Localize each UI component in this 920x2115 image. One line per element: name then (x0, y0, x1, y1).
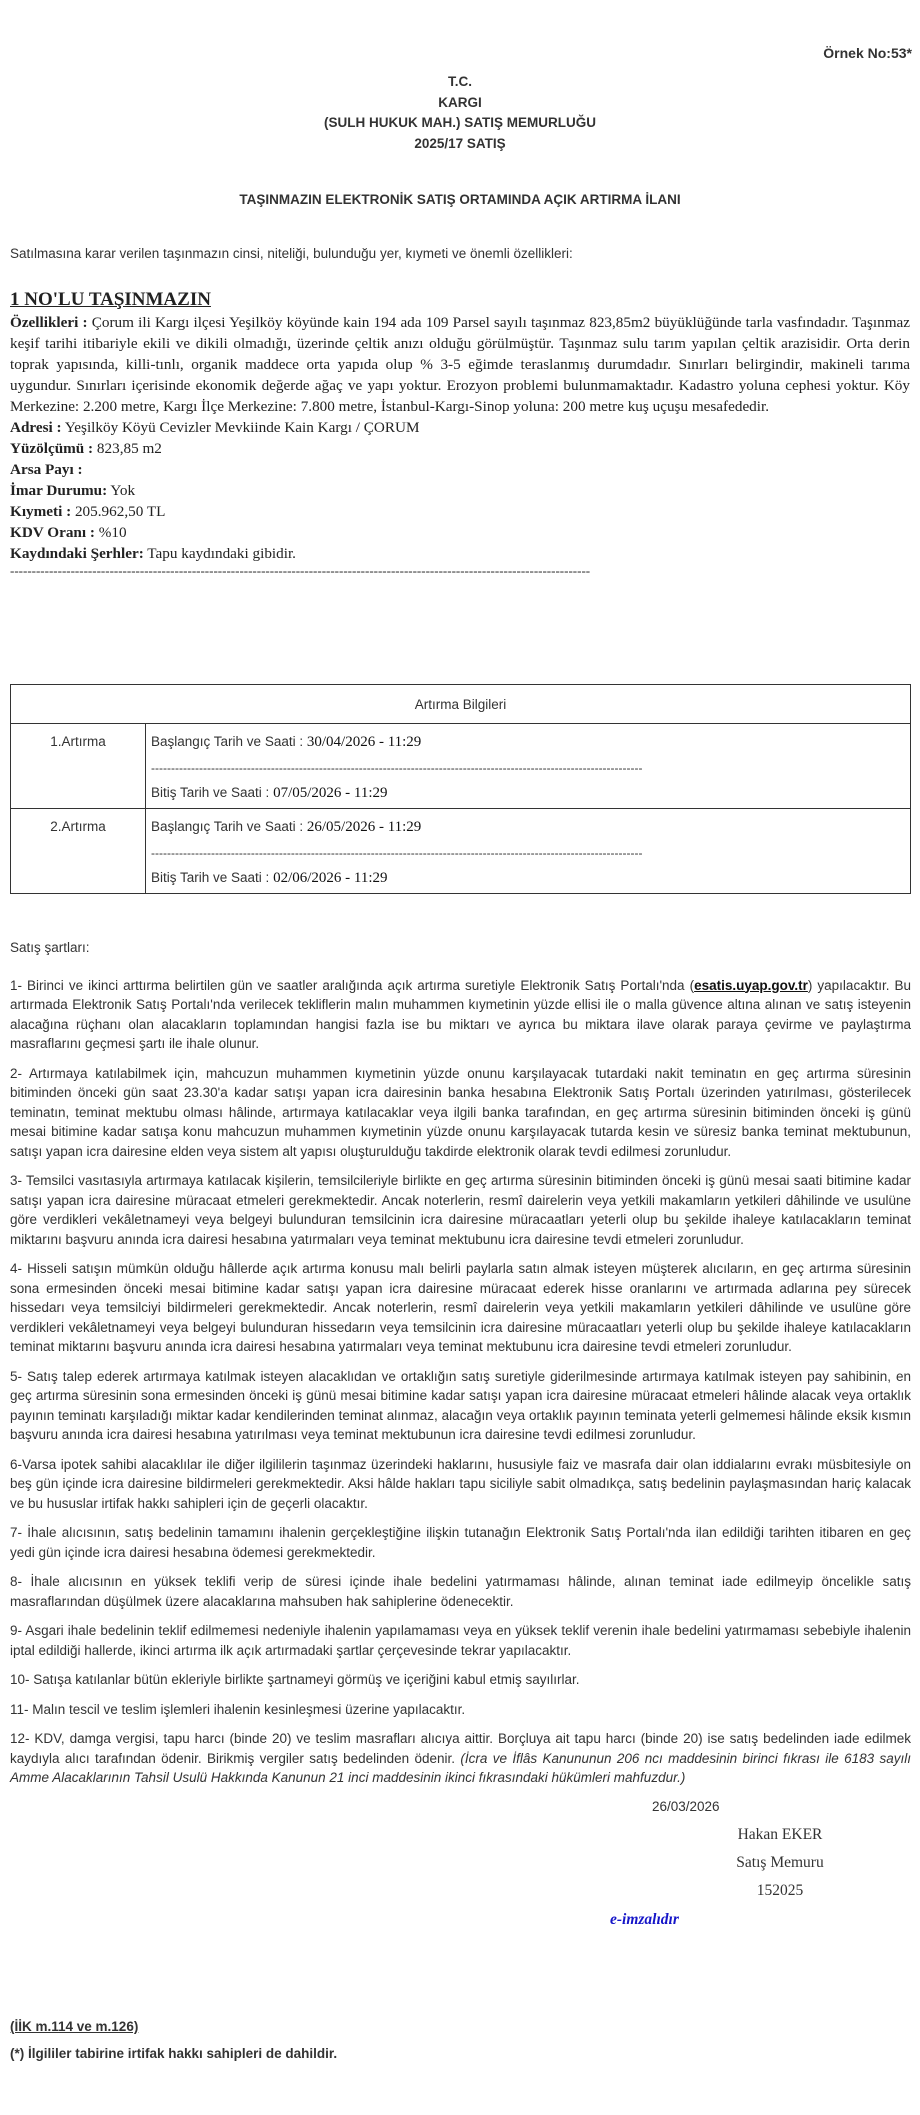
esatis-link[interactable]: esatis.uyap.gov.tr (694, 977, 808, 993)
vat-value: %10 (98, 524, 127, 541)
annotations-value: Tapu kaydındaki gibidir. (147, 545, 296, 562)
area-value: 823,85 m2 (96, 440, 162, 457)
sale-terms (10, 938, 911, 1798)
property-zoning (10, 480, 910, 501)
zoning-value: Yok (110, 482, 136, 499)
auction-row (11, 724, 911, 809)
term-5: 5- Satış talep ederek artırmaya katılmak isteyen alacaklıdan ve ortaklığın satış suretiyle giderilmesinde artırmaya katılmak isteyen pay sahibinin, en geç artırma süresinin sona ermesinden önceki iş günü mesai bitimine kadar satışı yapan icra dairesine müracaat etmeleri hâlinde alacak veya ortaklık payının teminatı karşıladığı miktar kadar kendilerinden teminat alınmaz, alacağın veya ortaklık payının teminata yeterli gelmemesi hâlinde eksik kısmın başvuru anında icra dairesi hesabına yatırılması veya teminat mektubunun icra dairesine tevdi edilmesi zorunludur. (10, 1368, 911, 1442)
auction-start (151, 819, 906, 836)
auction-table-header: Artırma Bilgileri (11, 685, 911, 724)
property-area (10, 438, 910, 459)
address-label: Adresi : (10, 419, 62, 436)
property-vat (10, 522, 910, 543)
property-share (10, 459, 910, 480)
property-address (10, 417, 910, 438)
header-office: (SULH HUKUK MAH.) SATIŞ MEMURLUĞU (324, 115, 596, 130)
start-value: 26/05/2026 - 11:29 (306, 819, 422, 835)
term-12-legal-note: (İcra ve İflâs Kanununun 206 ncı maddesinin birinci fıkrası ile 6183 sayılı Amme Alacaklarının Tahsil Usulü Hakkında Kanunun 21 inci maddesinin ikinci fıkrasındaki hükümleri mahfuzdur.) (10, 1750, 911, 1785)
legal-reference: (İİK m.114 ve m.126) (10, 2019, 139, 2034)
header-tc: T.C. (447, 74, 472, 89)
term-2: 2- Artırmaya katılabilmek için, mahcuzun muhammen kıymetinin yüzde onunu karşılayacak tutardaki nakit teminatın en geç artırma süresinin bitiminden önceki gün saat 23.30'a kadar satışı yapan icra dairesinin banka hesabına Elektronik Satış Portalı üzerinden yatırılması, gösterilecek teminatın, teminat mektubu olması hâlinde, artırmaya katılacaklar veya ilgili banka tarafından, en geç artırma süresinin bitiminden önceki iş günü mesai bitimine kadar satışa konu mahcuzun muhammen kıymetinin yüzde onunu karşılayacak tutarda kesin ve süresiz banka teminat mektubunun, satışı yapan icra dairesine elden veya sistem alt yapısı oluşturulduğu takdirde elektronik olarak tevdi edilmesi zorunludur. (10, 1065, 911, 1159)
auction-end (151, 785, 906, 802)
term-3: 3- Temsilci vasıtasıyla artırmaya katılacak kişilerin, temsilcileriyle birlikte en geç artırma süresinin bitiminden önceki iş günü mesai saati bitimine kadar satışı yapan icra dairesine müracaat etmeleri gerekmektedir. Ancak noterlerin, resmî dairelerin veya yetkili makamların yetkileri dâhilinde ve usulüne göre verdikleri vekâletnameyi veya belgeyi bulunduran temsilcinin icra dairesine müracaatları yeterli olup bu şekilde ihaleye katılacakların teminat miktarını başvuru anında icra dairesi hesabına yatırmaları veya teminat mektubunu icra dairesine tevdi etmeleri zorunludur. (10, 1173, 911, 1247)
features-text: Çorum ili Kargı ilçesi Yeşilköy köyünde kain 194 ada 109 Parsel sayılı taşınmaz 823,85m2 büyüklüğünde tarla vasfındadır. Taşınmaz keşif tarihi itibariyle ekili ve dikili olmadığı, üzerinde çeltik anızı olduğu görülmüştür. Taşınmaz sulu tarım yapılan çeltik arazisidir. Orta derin toprak yapısında, killi-tınlı, organik maddece orta yapıda olup % 3-5 eğimde teraslanmış durumdadır. Sınırları belirgindir, makineli tarıma uygundur. Sınırları içerisinde ekonomik değerde ağaç ve yapı yoktur. Erozyon problemi bulunmamaktadır. Kadastro yoluna cephesi yoktur. Köy Merkezine: 2.200 metre, Kargı İlçe Merkezine: 7.800 metre, İstanbul-Kargı-Sinop yoluna: 200 metre kuş uçuşu mesafededir. (10, 314, 911, 415)
term-12 (10, 1729, 911, 1788)
intro-text: Satılmasına karar verilen taşınmazın cinsi, niteliği, bulunduğu yer, kıymeti ve önemli özellikleri: (10, 246, 573, 261)
auction-start (151, 734, 906, 751)
ornek-no: Örnek No:53* (823, 45, 912, 61)
start-label: Başlangıç Tarih ve Saati : (151, 734, 304, 749)
auction-dates (146, 809, 911, 894)
term-8: 8- İhale alıcısının en yüksek teklifi verip de süresi içinde ihale bedelini yatırmaması hâlinde, alınan teminat iade edilmeyip öncelikle satış masraflarından düşülmek üzere alacaklarına mahsuben hak sahiplerine ödenecektir. (10, 1574, 911, 1609)
property-section (10, 289, 910, 578)
property-separator: -------------------------------------------------------------------------------------------------------------------------------------- (10, 564, 591, 578)
signer-number: 152025 (756, 1882, 804, 1899)
vat-label: KDV Oranı : (10, 524, 95, 541)
term-6: 6-Varsa ipotek sahibi alacaklılar ile diğer ilgililerin taşınmaz üzerindeki haklarını, hususiyle faiz ve masrafa dair olan iddialarını evrakı müsbitesiyle on beş gün içinde icra dairesine bildirmeleri gerekmektedir. Aksi hâlde hakları tapu siciliyle sabit olmadıkça, satış bedelinin paylaşmasından hariç kalacak ve bu hususlar irtifak hakkı sahipleri için de geçerli olacaktır. (10, 1456, 911, 1511)
term-1-text-cont: ) yapılacaktır. Bu artırmada Elektronik Satış Portalı'nda verilecek tekliflerin malın muhammen kıymetinin yüzde ellisi ile o malla güvence altına alınan ve satış isteyenin alacağına rüçhanı olan alacakların toplamından hangisi fazla ise bu miktarı ve ayrıca bu miktara ilave olarak paraya çevirme ve paylaştırma masraflarını geçmesi şartı ile ihale olunur. (10, 977, 911, 1051)
signer-role: Satış Memuru (736, 1854, 824, 1871)
property-heading: 1 NO'LU TAŞINMAZIN (10, 289, 211, 310)
auction-table (10, 684, 911, 894)
footnote: (*) İlgililer tabirine irtifak hakkı sahipleri de dahildir. (10, 2046, 338, 2061)
end-value: 07/05/2026 - 11:29 (273, 785, 388, 801)
header-file-no: 2025/17 SATIŞ (414, 135, 506, 151)
start-label: Başlangıç Tarih ve Saati : (151, 819, 304, 834)
start-value: 30/04/2026 - 11:29 (306, 734, 422, 750)
e-signature: e-imzalıdır (610, 1911, 679, 1928)
end-value: 02/06/2026 - 11:29 (273, 870, 388, 886)
property-value (10, 501, 910, 522)
zoning-label: İmar Durumu: (10, 482, 108, 499)
area-label: Yüzölçümü : (10, 440, 94, 457)
auction-table-header-row (11, 685, 911, 724)
end-label: Bitiş Tarih ve Saati : (151, 870, 270, 885)
auction-name: 1.Artırma (11, 724, 146, 809)
term-7: 7- İhale alıcısının, satış bedelinin tamamını ihalenin gerçekleştiğine ilişkin tutanağın Elektronik Satış Portalı'nda ilan edildiği tarihten itibaren en geç yedi gün içinde icra dairesi hesabına ödemesi gerekmektedir. (10, 1525, 911, 1560)
term-11: 11- Malın tescil ve teslim işlemleri ihalenin kesinleşmesi üzerine yapılacaktır. (10, 1701, 466, 1717)
auction-separator: --------------------------------------------------------------------------------------------------------------------------- (151, 846, 643, 860)
auction-row (11, 809, 911, 894)
term-1 (10, 976, 911, 1054)
value-label: Kıymeti : (10, 503, 72, 520)
annotations-label: Kaydındaki Şerhler: (10, 545, 144, 562)
property-annotations (10, 543, 910, 564)
signature-date: 26/03/2026 (652, 1799, 720, 1814)
term-1-text: 1- Birinci ve ikinci arttırma belirtilen gün ve saatler aralığında açık artırma suretiyle Elektronik Satış Portalı'nda ( (10, 977, 695, 993)
features-label: Özellikleri : (10, 314, 88, 331)
document-header (0, 72, 920, 154)
terms-heading: Satış şartları: (10, 940, 90, 955)
term-4: 4- Hisseli satışın mümkün olduğu hâllerde açık artırma konusu malı belirli paylarla satın almak isteyen müşterek alıcıların, en geç artırma süresinin sona ermesinden önceki mesai bitimine kadar satışı yapan icra dairesine müracaat ederek hisse oranlarını ve artırmada adlarına pey sürecek hissedarı veya temsilciyi bildirmeleri gerekmektedir. Ancak noterlerin, resmî dairelerin veya yetkili makamların yetkileri dâhilinde ve usulüne göre verdikleri vekâletnameyi veya belgeyi bulunduran hissedarın veya temsilcinin icra dairesine müracaatları yeterli olup bu şekilde ihaleye katılacakların teminat miktarını başvuru anında icra dairesi hesabına yatırmaları veya teminat mektubunu icra dairesine tevdi etmeleri zorunludur. (10, 1261, 911, 1354)
auction-separator: --------------------------------------------------------------------------------------------------------------------------- (151, 761, 643, 775)
signer-name: Hakan EKER (737, 1826, 823, 1843)
term-10: 10- Satışa katılanlar bütün ekleriyle birlikte şartnameyi görmüş ve içeriğini kabul etmiş sayılırlar. (10, 1672, 580, 1687)
share-label: Arsa Payı : (10, 461, 83, 478)
property-features (10, 312, 910, 417)
end-label: Bitiş Tarih ve Saati : (151, 785, 270, 800)
address-value: Yeşilköy Köyü Cevizler Mevkiinde Kain Kargı / ÇORUM (64, 419, 420, 436)
auction-dates (146, 724, 911, 809)
document-title: TAŞINMAZIN ELEKTRONİK SATIŞ ORTAMINDA AÇIK ARTIRMA İLANI (239, 192, 681, 207)
value-amount: 205.962,50 TL (74, 503, 166, 520)
header-kargi: KARGI (438, 94, 482, 110)
term-9: 9- Asgari ihale bedelinin teklif edilmemesi nedeniyle ihalenin yapılamaması veya en yüksek teklif verenin ihale bedelini yatırmaması sebebiyle ihalenin iptal edildiği hallerde, ikinci artırma ilk açık artırmadaki şartlar çerçevesinde tekrar yapılacaktır. (10, 1623, 911, 1658)
term-12-text: 12- KDV, damga vergisi, tapu harcı (binde 20) ve teslim masrafları alıcıya aittir. Borçluya ait tapu harcı (binde 20) ise satış bedelinden iade edilmek kaydıyla alıcı tarafından ödenir. Birikmiş vergiler satış bedelinden ödenir. (10, 1731, 911, 1766)
auction-end (151, 870, 906, 887)
auction-name: 2.Artırma (11, 809, 146, 894)
